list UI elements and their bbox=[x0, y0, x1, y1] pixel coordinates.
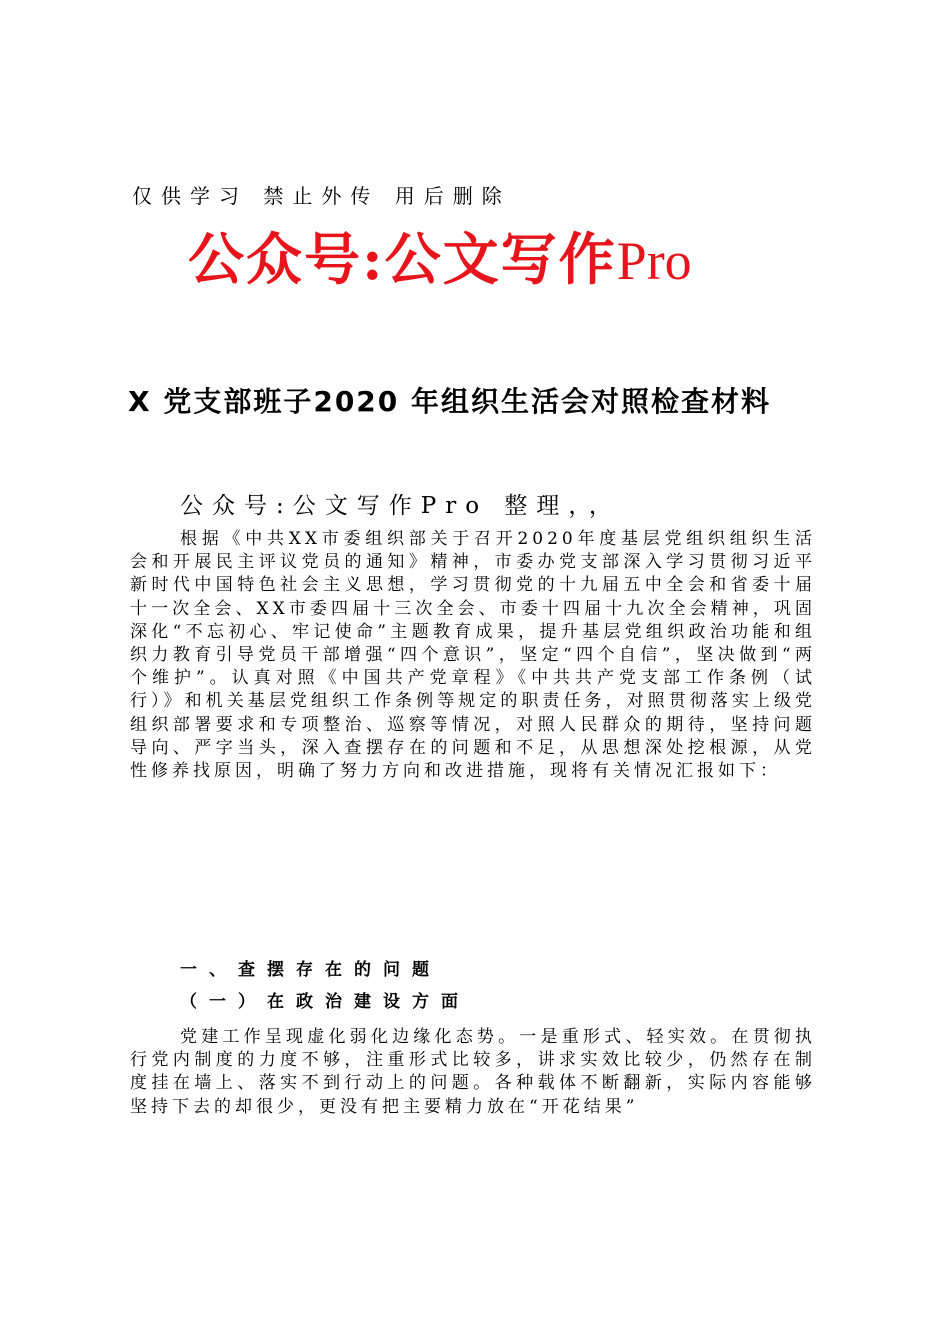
brand-banner bbox=[188, 224, 692, 297]
document-title: X 党支部班子2020 年组织生活会对照检查材料 bbox=[128, 385, 772, 418]
document-subtitle: 公众号:公文写作Pro 整理，， bbox=[180, 493, 621, 519]
usage-notice: 仅供学习 禁止外传 用后删除 bbox=[132, 184, 511, 208]
section-paragraph: 党建工作呈现虚化弱化边缘化态势。一是重形式、轻实效。在贯彻执行党内制度的力度不够，注重形式比较多，讲求实效比较少，仍然存在制度挂在墙上、落实不到行动上的问题。各种载体不断翻新，实际内容能够坚持下去的却很少，更没有把主要精力放在“开花结果” bbox=[130, 1027, 816, 1117]
subsection-heading: （一）在政治建设方面 bbox=[180, 992, 470, 1012]
section-heading: 一、查摆存在的问题 bbox=[180, 960, 441, 980]
brand-text: 公众号:公文写作 bbox=[188, 227, 617, 293]
intro-paragraph: 根据《中共XX市委组织部关于召开2020年度基层党组织组织生活会和开展民主评议党员的通知》精神，市委办党支部深入学习贯彻习近平新时代中国特色社会主义思想，学习贯彻党的十九届五中全会和省委十届十一次全会、XX市委四届十三次全会、市委十四届十九次全会精神，巩固深化“不忘初心、牢记使命”主题教育成果，提升基层党组织政治功能和组织力教育引导党员干部增强“四个意识”，坚定“四个自信”，坚决做到“两个维护”。认真对照《中国共产党章程》《中共共产党支部工作条例（试行）》和机关基层党组织工作条例等规定的职责任务，对照贯彻落实上级党组织部署要求和专项整治、巡察等情况，对照人民群众的期待，坚持问题导向、严字当头，深入查摆存在的问题和不足，从思想深处挖根源，从党性修养找原因，明确了努力方向和改进措施，现将有关情况汇报如下： bbox=[130, 529, 816, 782]
brand-suffix: Pro bbox=[616, 231, 692, 291]
